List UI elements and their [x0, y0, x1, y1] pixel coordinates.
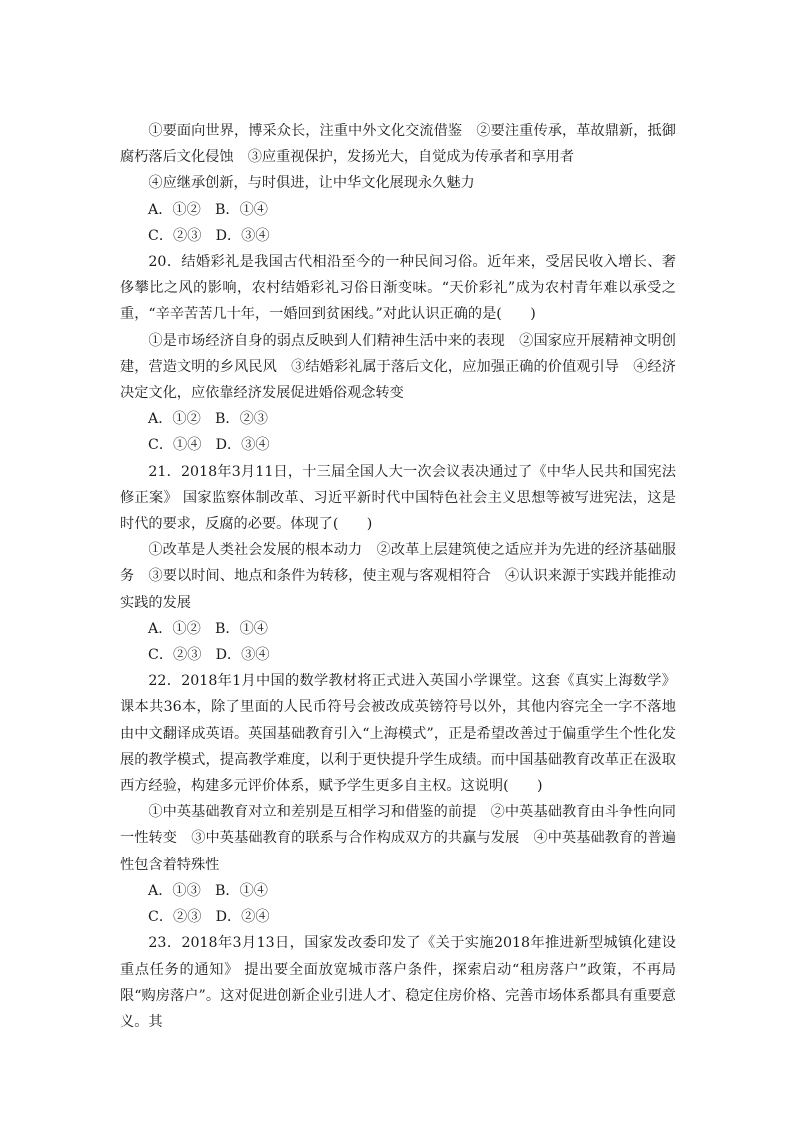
- q22-stem: 22．2018年1月中国的数学教材将正式进入英国小学课堂。这套《真实上海数学》课本共36本，除了里面的人民币符号会被改成英镑符号以外，其他内容完全一字不落地由中文翻译成英语。英国基础教育引入“上海模式”，正是希望改善过于偏重学生个性化发展的教学模式，提高教学难度，以利于更快提升学生成绩。而中国基础教育改革正在汲取西方经验，构建多元评价体系，赋予学生更多自主权。这说明( ): [120, 673, 676, 795]
- q22-options-cd: C．②③ D．②④: [148, 909, 270, 926]
- q22-options-ab: A．①③ B．①④: [148, 882, 268, 899]
- q19-options-ab: A．①② B．①④: [148, 201, 268, 218]
- q19-options-cd: C．②③ D．③④: [148, 227, 270, 244]
- q23-stem: 23．2018年3月13日，国家发改委印发了《关于实施2018年推进新型城镇化建设重点任务的通知》 提出要全面放宽城市落户条件，探索启动“租房落户”政策，不再局限“购房落户”。这对促进创新企业引进人才、稳定住房价格、完善市场体系都具有重要意义。其: [120, 935, 676, 1030]
- q21-options-ab: A．①② B．①④: [148, 620, 268, 637]
- q20-options-cd: C．①④ D．③④: [148, 437, 270, 454]
- q21-options-cd: C．②③ D．③④: [148, 647, 270, 664]
- q21-statements: ①改革是人类社会发展的根本动力 ②改革上层建筑使之适应并为先进的经济基础服务 ③要以时间、地点和条件为转移，使主观与客观相符合 ④认识来源于实践并能推动实践的发展: [120, 542, 676, 611]
- q21-stem: 21．2018年3月11日，十三届全国人大一次会议表决通过了《中华人民共和国宪法修正案》 国家监察体制改革、习近平新时代中国特色社会主义思想等被写进宪法，这是时代的要求，反腐的必要。体现了( ): [120, 463, 676, 533]
- document-page: [120, 118, 676, 1035]
- q20-stem: 20．结婚彩礼是我国古代相沿至今的一种民间习俗。近年来，受居民收入增长、奢侈攀比之风的影响，农村结婚彩礼习俗日渐变味。“天价彩礼”成为农村青年难以承受之重，“辛辛苦苦几十年，一婚回到贫困线。”对此认识正确的是( ): [120, 254, 676, 323]
- q19-statements: ①要面向世界，博采众长，注重中外文化交流借鉴 ②要注重传承，革故鼎新，抵御腐朽落后文化侵蚀 ③应重视保护，发扬光大，自觉成为传承者和享用者: [120, 123, 676, 166]
- q19-statement-4: ④应继承创新，与时俱进，让中华文化展现永久魅力: [148, 175, 475, 192]
- q22-statements: ①中英基础教育对立和差别是互相学习和借鉴的前提 ②中英基础教育由斗争性向同一性转变 ③中英基础教育的联系与合作构成双方的共赢与发展 ④中英基础教育的普遍性包含着特殊性: [120, 804, 676, 873]
- q20-options-ab: A．①② B．②③: [148, 411, 268, 428]
- q20-statements: ①是市场经济自身的弱点反映到人们精神生活中来的表现 ②国家应开展精神文明创建，营造文明的乡风民风 ③结婚彩礼属于落后文化，应加强正确的价值观引导 ④经济决定文化，应依靠经济发展促进婚俗观念转变: [120, 332, 676, 402]
